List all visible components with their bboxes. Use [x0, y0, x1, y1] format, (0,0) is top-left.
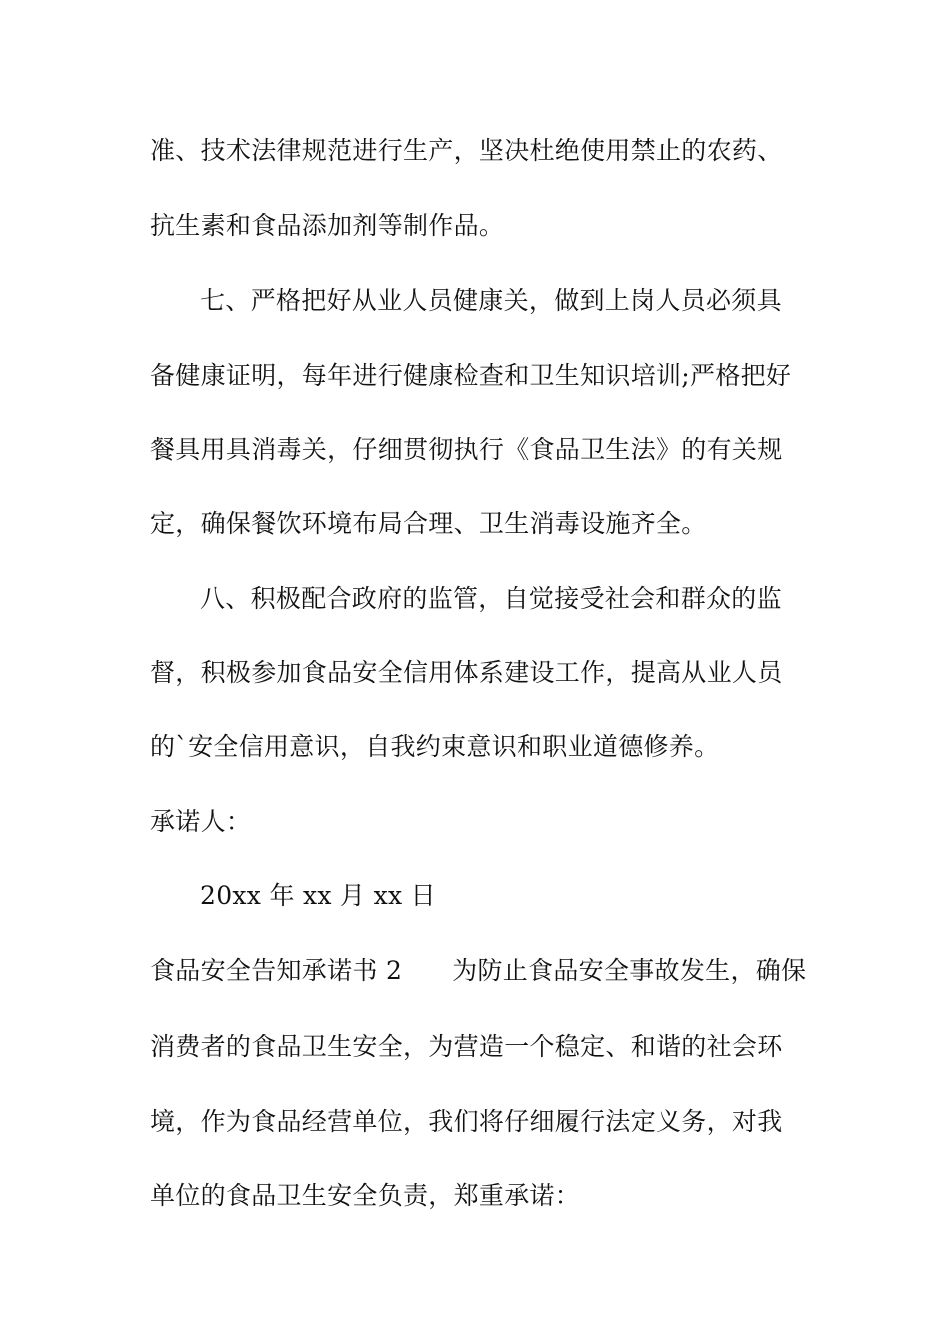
paragraph-line: 境，作为食品经营单位，我们将仔细履行法定义务，对我 — [150, 1107, 783, 1136]
date-line: 20xx 年 xx 月 xx 日 — [200, 881, 436, 910]
paragraph-line: 单位的食品卫生安全负责，郑重承诺： — [150, 1181, 581, 1210]
paragraph-line: 的`安全信用意识，自我约束意识和职业道德修养。 — [150, 732, 720, 761]
paragraph-line: 督，积极参加食品安全信用体系建设工作，提高从业人员 — [150, 658, 783, 687]
paragraph-line: 餐具用具消毒关，仔细贯彻执行《食品卫生法》的有关规 — [150, 435, 783, 464]
paragraph-line: 定，确保餐饮环境布局合理、卫生消毒设施齐全。 — [150, 509, 707, 538]
paragraph-line: 七、严格把好从业人员健康关，做到上岗人员必须具 — [200, 286, 782, 315]
signatory-label: 承诺人： — [150, 807, 252, 836]
paragraph-line: 八、积极配合政府的监管，自觉接受社会和群众的监 — [200, 584, 782, 613]
paragraph-line: 抗生素和食品添加剂等制作品。 — [150, 211, 505, 240]
section-heading-line — [150, 955, 806, 987]
paragraph-line: 备健康证明，每年进行健康检查和卫生知识培训;严格把好 — [150, 361, 792, 390]
section-intro: 为防止食品安全事故发生，确保 — [452, 956, 807, 985]
section-title: 食品安全告知承诺书 2 — [150, 956, 403, 985]
paragraph-line: 准、技术法律规范进行生产，坚决杜绝使用禁止的农药、 — [150, 136, 783, 165]
paragraph-line: 消费者的食品卫生安全，为营造一个稳定、和谐的社会环 — [150, 1032, 783, 1061]
